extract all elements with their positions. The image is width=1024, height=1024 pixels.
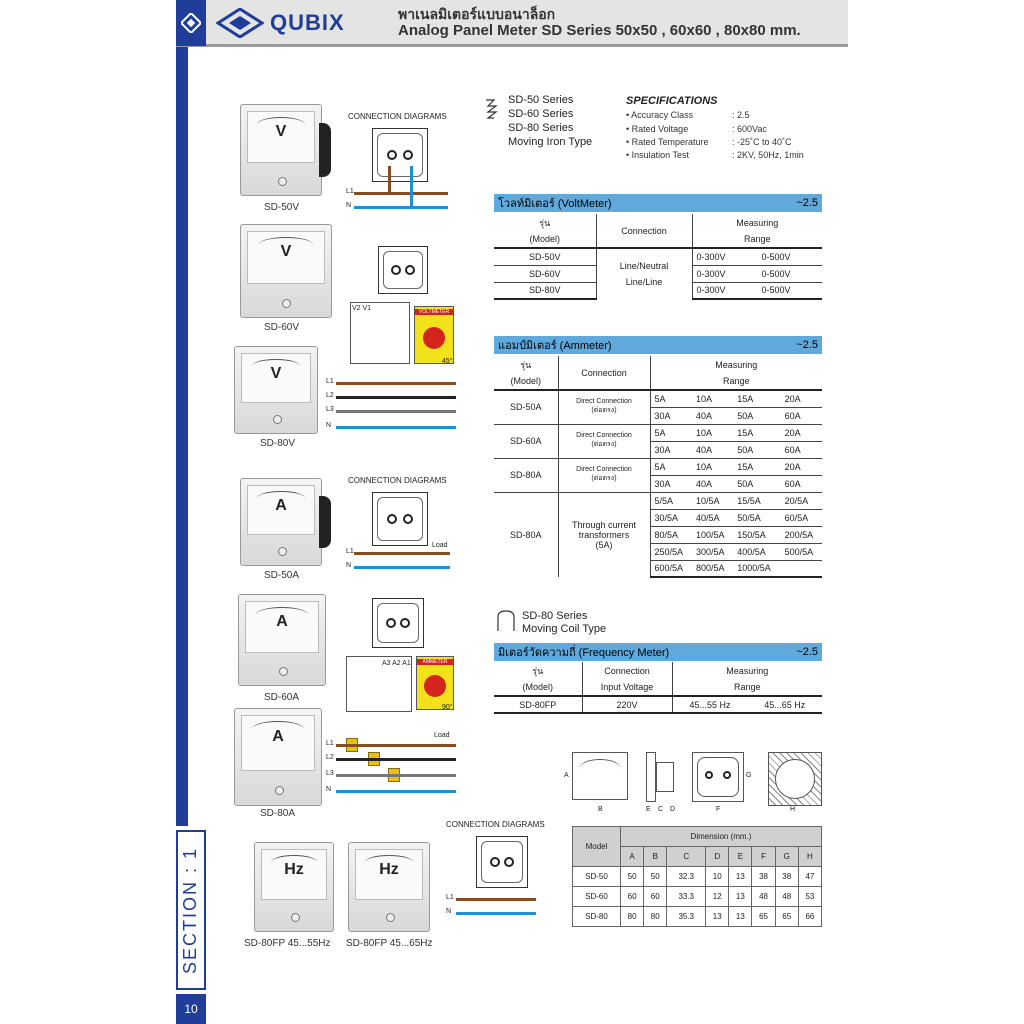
label-l2: L2 [326,392,334,399]
wire-n [456,912,536,915]
meter-sd50a: A [240,478,322,566]
meter-sd50v: V [240,104,322,196]
page-number: 10 [176,994,206,1024]
drawing-side [646,752,656,802]
header-shadow [176,44,848,47]
label-n: N [326,422,332,429]
label-l1: L1 [326,740,334,747]
label-a3a2a1: A3 A2 A1 [382,660,411,667]
connection-diagrams-title: CONNECTION DIAGRAMS [348,112,447,121]
drawing-side-body [656,762,674,792]
frequency-table: รุ่น Connection Measuring (Model) Input Voltage Range SD-80FP 220V 45...55 Hz 45...65 Hz [494,662,822,714]
wire-n [336,790,456,793]
connection-diagrams-title: CONNECTION DIAGRAMS [446,820,545,829]
label-l3: L3 [326,770,334,777]
series-type-mc: Moving Coil Type [522,623,607,635]
table-row: SD-80 80 80 35.3 13 13 65 65 66 [573,907,822,927]
frequency-table-title: มิเตอร์วัดความถี่ (Frequency Meter) ~2.5 [494,643,822,661]
caption-sd60v: SD-60V [264,322,300,333]
dim-label-a: A [564,772,569,779]
diagram-meter-amm-3ph [372,598,424,648]
drawing-front [572,752,628,800]
wire-l1 [456,898,536,901]
meter-sd80a: A [234,708,322,806]
wire-l3 [336,774,456,777]
series-sd80-mc: SD-80 Series [522,610,588,622]
dim-label-e: E [646,806,651,813]
brand-mark-icon [181,13,201,33]
voltmeter-selector: VOLTMETER [414,306,454,364]
table-row: SD-50 50 50 32.3 10 13 38 38 47 [573,867,822,887]
label-load: Load [432,542,448,549]
ammeter-selector: AMMETER [416,656,454,710]
dim-label-f: F [716,806,721,813]
wire-l1 [354,552,450,555]
label-l2: L2 [326,754,334,761]
meter-sd60v: V [240,224,332,318]
specifications-title: SPECIFICATIONS [626,95,718,107]
series-sd50: SD-50 Series [508,94,574,106]
caption-sd50a: SD-50A [264,570,300,581]
wire-n [354,206,448,209]
drawing-cutout [768,752,822,806]
series-sd80: SD-80 Series [508,122,574,134]
spec-row: • Rated Temperature : -25˚C to 40˚C [626,137,792,147]
series-sd60: SD-60 Series [508,108,574,120]
diagram-meter-freq [476,836,528,888]
label-l3: L3 [326,406,334,413]
wire-n [336,426,456,429]
dim-label-b: B [598,806,603,813]
wire-drop [410,166,413,208]
wire-l3 [336,410,456,413]
wire-drop [388,166,391,194]
series-type: Moving Iron Type [508,136,593,148]
diagram-meter-amm [372,492,428,546]
meter-sd80v: V [234,346,318,434]
voltmeter-table: รุ่น Connection Measuring (Model) Range SD-50V Line/Neutral Line/Line 0-300V 0-500V SD-60V 0-300V 0-500V SD-80V 0-300V 0-500V [494,214,822,300]
caption-sd50v: SD-50V [264,202,300,213]
qubix-logo-icon [216,8,264,38]
spec-row: • Accuracy Class : 2.5 [626,110,750,120]
diagram-meter-volt [372,128,428,182]
caption-sd80v: SD-80V [260,438,296,449]
label-angle-45: 45° [442,358,453,365]
wire-l2 [336,396,456,399]
section-label: SECTION : 1 [176,830,206,990]
page-title: Analog Panel Meter SD Series 50x50 , 60x60 , 80x80 mm. [398,22,801,39]
label-n: N [346,562,352,569]
ammeter-table-title: แอมป์มิเตอร์ (Ammeter) ~2.5 [494,336,822,354]
voltmeter-table-title: โวลท์มิเตอร์ (VoltMeter) ~2.5 [494,194,822,212]
moving-iron-icon [484,96,504,124]
wire-n [354,566,450,569]
spec-row: • Rated Voltage : 600Vac [626,124,767,134]
caption-sd80fp-55: SD-80FP 45...55Hz [244,938,331,949]
label-load: Load [434,732,450,739]
connection-diagrams-title: CONNECTION DIAGRAMS [348,476,447,485]
label-n: N [326,786,332,793]
dim-label-d: D [670,806,676,813]
label-l1: L1 [446,894,454,901]
brand-name: QUBIX [270,10,345,35]
wire-l1 [354,192,448,195]
dim-label-g: G [746,772,752,779]
logo-square [176,0,206,46]
moving-coil-icon [496,609,516,633]
spec-row: • Insulation Test : 2KV, 50Hz, 1min [626,150,804,160]
ammeter-table: รุ่น Connection Measuring (Model) Range SD-50A Direct Connection (ต่อตรง) 5A 10A 15A 20A 30A 40A 50A 60A SD-60A Direct Connection (ต่อตรง) 5A 10A 15A 20A 30A 40A 50A 60A SD-80A Direct Connection (ต่อตรง) 5A 10A 15A 20A 30A 40A 50A 60A SD-80A Through current transformers (5A) 5/5A 10/5A 15/5A 20/5A 30/5A 40/5A 50/5A 60/5A 80/5A 100/5A 150/5A 200/5A 250/5A 300/5A 400/5A 500/5A 600/5A 800/5A 1000/5A [494,356,822,578]
label-l1: L1 [326,378,334,385]
dimension-table: Model Dimension (mm.) A B C D E F G H SD-50 50 50 32.3 10 13 38 38 47 SD-60 60 60 33.3 12 13 48 48 53 SD-80 80 80 35.3 13 13 65 65 66 [572,826,822,927]
label-l1: L1 [346,548,354,555]
caption-sd60a: SD-60A [264,692,300,703]
meter-sd80fp-65: Hz [348,842,430,932]
dim-label-h: H [790,806,796,813]
drawing-back [692,752,744,802]
meter-sd80fp-55: Hz [254,842,334,932]
wire-l2 [336,758,456,761]
caption-sd80fp-65: SD-80FP 45...65Hz [346,938,433,949]
label-n: N [446,908,452,915]
dim-label-c: C [658,806,664,813]
wire-l1 [336,382,456,385]
label-angle-90: 90° [442,704,453,711]
brand-logo [216,6,345,40]
table-row: SD-60 60 60 33.3 12 13 48 48 53 [573,887,822,907]
sidebar-inner [182,46,206,826]
wire-l1 [336,744,456,747]
meter-sd60a: A [238,594,326,686]
caption-sd80a: SD-80A [260,808,296,819]
label-v2v1: V2 V1 [352,305,372,312]
diagram-meter-volt-3ph [378,246,428,294]
label-l1: L1 [346,188,354,195]
label-n: N [346,202,352,209]
page-title-thai: พาเนลมิเตอร์แบบอนาล็อก [398,6,556,22]
